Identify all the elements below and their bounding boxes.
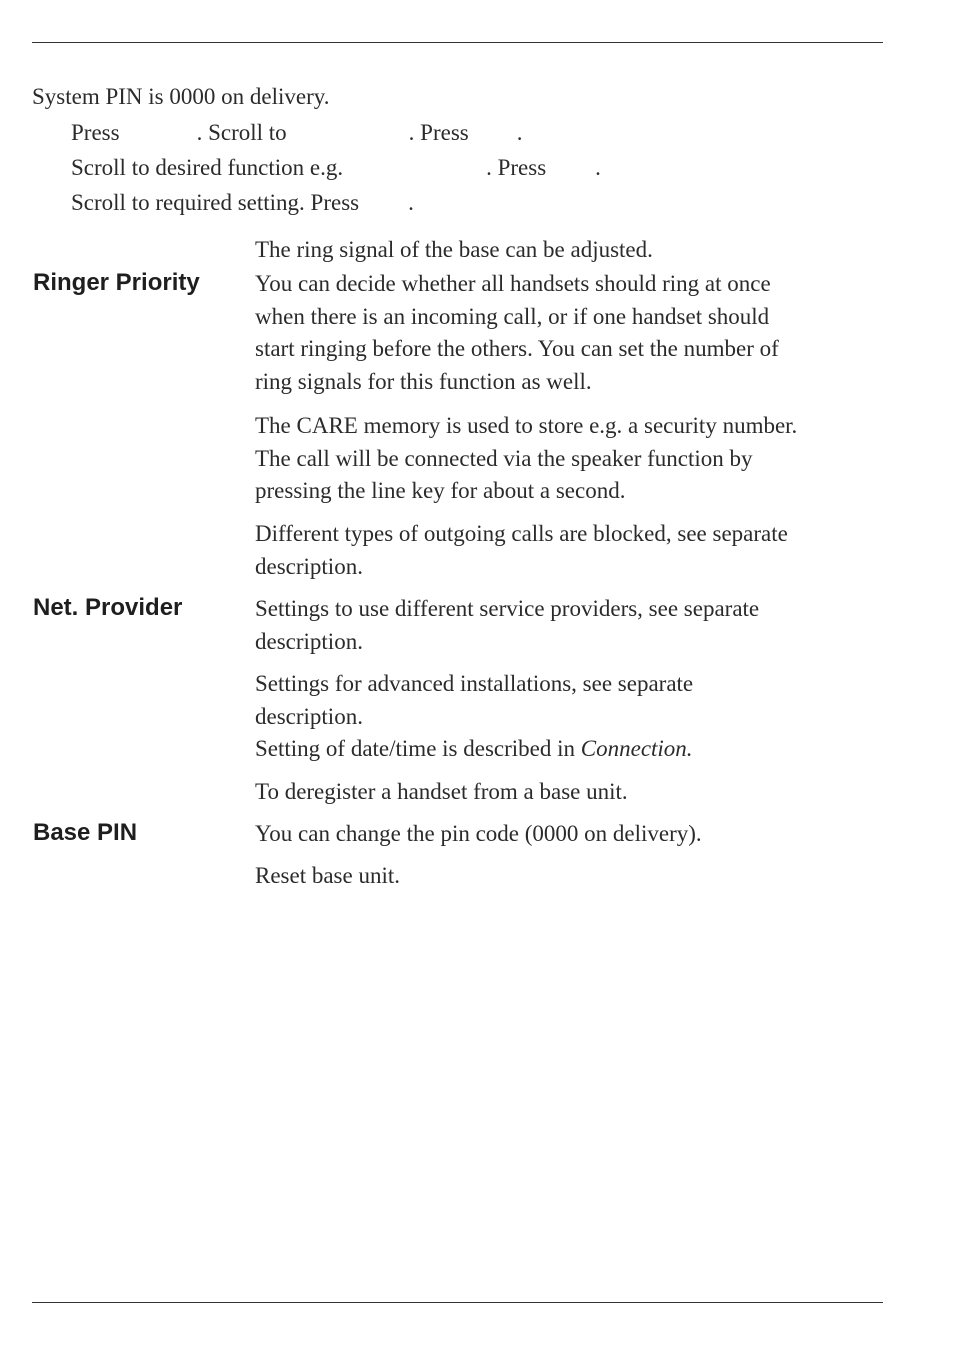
instruction-step-2 bbox=[71, 152, 601, 184]
step3-end: . bbox=[408, 190, 414, 215]
advanced-description: Settings for advanced installations, see separate description. Setting of date/time is described in Connection. bbox=[255, 668, 895, 766]
ring-signal-description: The ring signal of the base can be adjusted. bbox=[255, 237, 653, 262]
step1-press-2: . Press bbox=[408, 120, 469, 145]
step1-press: Press bbox=[71, 120, 120, 145]
step1-scroll-to: . Scroll to bbox=[196, 120, 287, 145]
net-provider-description: Settings to use different service providers, see separate description. bbox=[255, 596, 760, 654]
ringer-priority-description: You can decide whether all handsets should ring at once when there is an incoming call, or if one handset should start ringing before the others. You can set the number of ring signals for this function as well. bbox=[255, 271, 779, 394]
step2-end: . bbox=[595, 155, 601, 180]
datetime-note: Setting of date/time is described in Connection. bbox=[255, 736, 693, 761]
instruction-step-1 bbox=[71, 117, 522, 149]
deregister-description: To deregister a handset from a base unit. bbox=[255, 779, 628, 804]
net-provider-label: Net. Provider bbox=[33, 594, 183, 621]
instruction-step-3 bbox=[71, 187, 414, 219]
step3-text: Scroll to required setting. Press bbox=[71, 190, 360, 215]
call-block-description: Different types of outgoing calls are blocked, see separate description. bbox=[255, 521, 788, 579]
step2-press: . Press bbox=[486, 155, 547, 180]
bottom-rule bbox=[32, 1302, 883, 1303]
step1-end: . bbox=[516, 120, 523, 145]
system-pin-note: System PIN is 0000 on delivery. bbox=[32, 84, 330, 109]
base-pin-description: You can change the pin code (0000 on delivery). bbox=[255, 821, 702, 846]
ringer-priority-label: Ringer Priority bbox=[33, 269, 200, 296]
care-description: The CARE memory is used to store e.g. a security number. The call will be connected via the speaker function by pressing the line key for about a second. bbox=[255, 413, 798, 503]
base-pin-label: Base PIN bbox=[33, 819, 138, 846]
top-rule bbox=[32, 42, 883, 43]
reset-description: Reset base unit. bbox=[255, 863, 400, 888]
step2-text: Scroll to desired function e.g. bbox=[71, 155, 344, 180]
connection-reference: Connection. bbox=[580, 736, 693, 761]
